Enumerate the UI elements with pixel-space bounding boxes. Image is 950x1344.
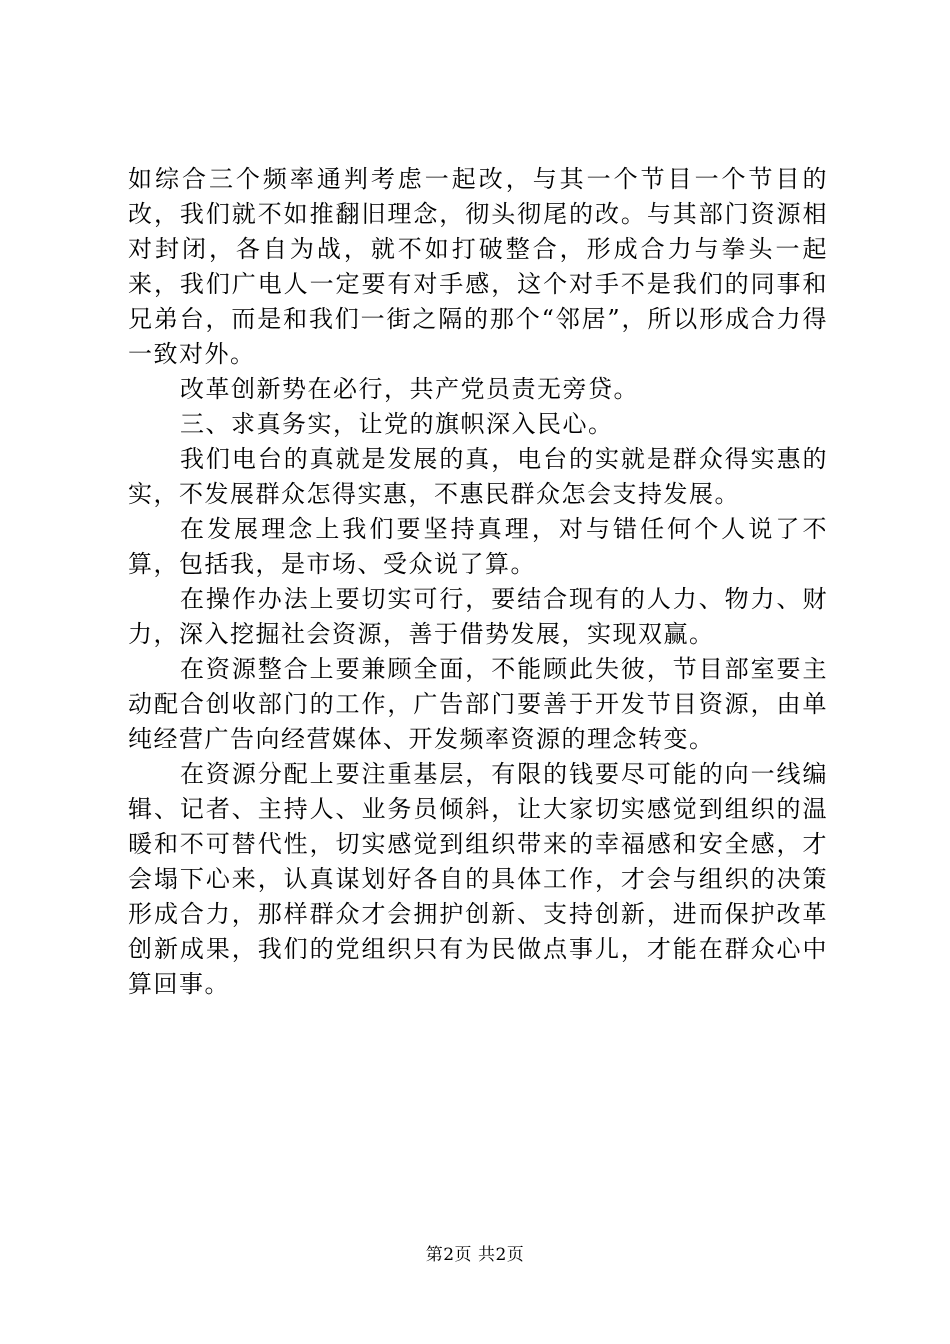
paragraph-resource-allocation: 在资源分配上要注重基层，有限的钱要尽可能的向一线编辑、记者、主持人、业务员倾斜，让大家切实感觉到组织的温暖和不可替代性，切实感觉到组织带来的幸福感和安全感，才会塌下心来，认真谋划好各自的具体工作，才会与组织的决策形成合力，那样群众才会拥护创新、支持创新，进而保护改革创新成果，我们的党组织只有为民做点事儿，才能在群众心中算回事。 bbox=[128, 760, 828, 998]
paragraph-development-philosophy: 在发展理念上我们要坚持真理，对与错任何个人说了不算，包括我，是市场、受众说了算。 bbox=[128, 515, 828, 578]
section-heading-three: 三、求真务实，让党的旗帜深入民心。 bbox=[180, 410, 614, 438]
document-body bbox=[128, 162, 828, 1002]
paragraph-resource-integration: 在资源整合上要兼顾全面，不能顾此失彼，节目部室要主动配合创收部门的工作，广告部门要善于开发节目资源，由单纯经营广告向经营媒体、开发频率资源的理念转变。 bbox=[128, 655, 828, 753]
paragraph-reform-statement: 改革创新势在必行，共产党员责无旁贷。 bbox=[180, 375, 639, 403]
paragraph-operation-methods: 在操作办法上要切实可行，要结合现有的人力、物力、财力，深入挖掘社会资源，善于借势发展，实现双赢。 bbox=[128, 585, 828, 648]
page-number-footer: 第2页 共2页 bbox=[425, 1245, 525, 1265]
paragraph-continuation: 如综合三个频率通判考虑一起改，与其一个节目一个节目的改，我们就不如推翻旧理念，彻头彻尾的改。与其部门资源相对封闭，各自为战，就不如打破整合，形成合力与拳头一起来，我们广电人一定要有对手感，这个对手不是我们的同事和兄弟台，而是和我们一街之隔的那个“邻居”，所以形成合力得一致对外。 bbox=[128, 165, 828, 368]
paragraph-development: 我们电台的真就是发展的真，电台的实就是群众得实惠的实，不发展群众怎得实惠，不惠民群众怎会支持发展。 bbox=[128, 445, 828, 508]
